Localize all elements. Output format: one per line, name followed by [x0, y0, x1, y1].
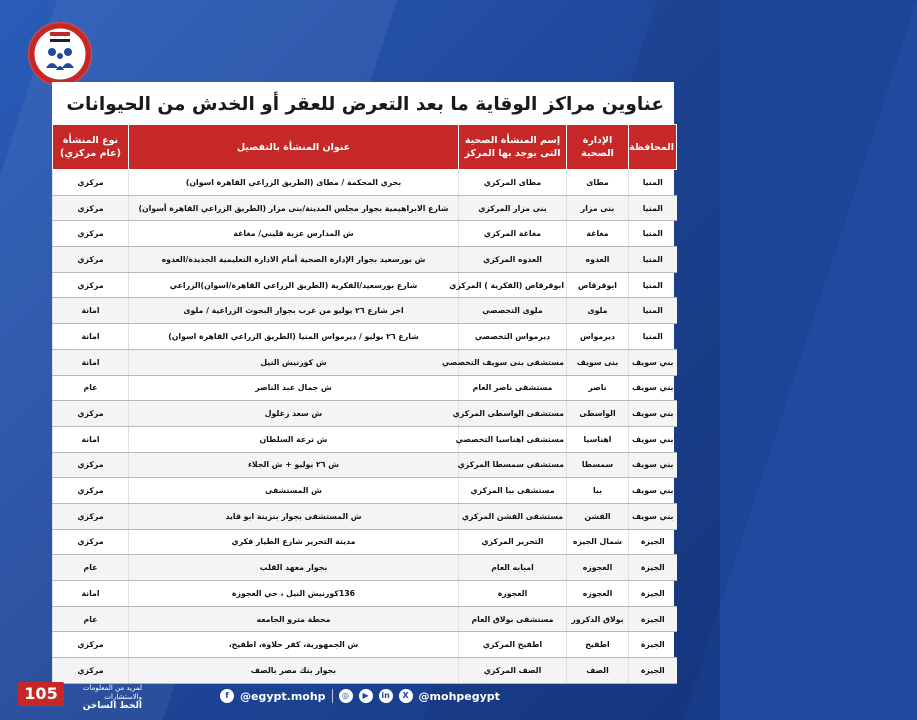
cell-facility-type: مركزي — [53, 170, 129, 196]
cell-address: بجوار معهد القلب — [129, 555, 459, 581]
cell-health-admin: العدوه — [567, 247, 629, 273]
table-row — [53, 503, 677, 529]
table-row — [53, 529, 677, 555]
instagram-icon[interactable]: ◎ — [339, 689, 353, 703]
cell-facility-type: مركزي — [53, 195, 129, 221]
table-row — [53, 426, 677, 452]
cell-governorate: المنيا — [629, 298, 677, 324]
cell-facility-type: مركزي — [53, 401, 129, 427]
cell-address: ش كورنيش النيل — [129, 349, 459, 375]
cell-facility-type: عام — [53, 375, 129, 401]
cell-address: ش المدارس عزبة قليني/ مغاغة — [129, 221, 459, 247]
cell-health-admin: اطفيح — [567, 632, 629, 658]
cell-health-admin: ناصر — [567, 375, 629, 401]
cell-governorate: المنيا — [629, 170, 677, 196]
cell-governorate: بني سويف — [629, 452, 677, 478]
cell-governorate: بني سويف — [629, 478, 677, 504]
cell-address: ش المستشفى — [129, 478, 459, 504]
cell-facility-name: مستشفى ببا المركزي — [459, 478, 567, 504]
table-row — [53, 555, 677, 581]
cell-facility-name: مستشفى اهناسيا التخصصي — [459, 426, 567, 452]
cell-health-admin: الفشن — [567, 503, 629, 529]
cell-health-admin: بولاق الدكرور — [567, 606, 629, 632]
cell-governorate: المنيا — [629, 221, 677, 247]
cell-health-admin: سمسطا — [567, 452, 629, 478]
hotline-label-block — [66, 684, 142, 711]
ministry-logo — [28, 22, 92, 86]
cell-governorate: الجيزة — [629, 632, 677, 658]
hotline-number: 105 — [18, 682, 64, 706]
cell-facility-name: ابوقرقاص (الفكرية ) المركزي — [459, 272, 567, 298]
cell-facility-type: مركزي — [53, 452, 129, 478]
cell-health-admin: ملوى — [567, 298, 629, 324]
x-icon[interactable]: X — [399, 689, 413, 703]
cell-facility-type: مركزي — [53, 247, 129, 273]
table-row — [53, 632, 677, 658]
cell-address: شارع الابراهيمية بجوار مجلس المدينة/بنى مزار (الطريق الزراعي القاهرة أسوان) — [129, 195, 459, 221]
social-handle[interactable]: @mohpegypt — [418, 689, 500, 703]
cell-facility-name: مستشفى الواسطى المركزي — [459, 401, 567, 427]
cell-facility-type: مركزي — [53, 272, 129, 298]
cell-address: شارع ٢٦ يوليو / ديرمواس المنيا (الطريق الزراعي القاهرة اسوان) — [129, 324, 459, 350]
cell-facility-name: بنى مزار المركزي — [459, 195, 567, 221]
cell-facility-name: مستشفى بنى سويف التخصصي — [459, 349, 567, 375]
cell-facility-name: مطاى المركزي — [459, 170, 567, 196]
cell-facility-name: امبابه العام — [459, 555, 567, 581]
cell-facility-name: مستشفى بولاق العام — [459, 606, 567, 632]
cell-facility-type: مركزي — [53, 478, 129, 504]
table-row — [53, 247, 677, 273]
table-row — [53, 272, 677, 298]
cell-facility-name: العدوه المركزي — [459, 247, 567, 273]
header-governorate: المحافظة — [629, 125, 677, 170]
table-row — [53, 401, 677, 427]
cell-facility-name: ملوى التخصصي — [459, 298, 567, 324]
hotline-label: الخط الساخن — [82, 701, 142, 711]
cell-governorate: بني سويف — [629, 401, 677, 427]
table-row — [53, 606, 677, 632]
cell-facility-type: مركزي — [53, 221, 129, 247]
cell-facility-type: عام — [53, 555, 129, 581]
cell-address: مدينة التحرير شارع الطيار فكري — [129, 529, 459, 555]
cell-governorate: الجيزة — [629, 555, 677, 581]
cell-facility-type: امانة — [53, 324, 129, 350]
cell-facility-type: عام — [53, 606, 129, 632]
social-bar — [220, 687, 500, 705]
cell-facility-type: امانة — [53, 426, 129, 452]
cell-address: ش ترعة السلطان — [129, 426, 459, 452]
cell-facility-name: مغاغة المركزي — [459, 221, 567, 247]
table-row — [53, 375, 677, 401]
table-row — [53, 581, 677, 607]
cell-health-admin: ببا — [567, 478, 629, 504]
cell-governorate: بني سويف — [629, 349, 677, 375]
cell-health-admin: العجوزه — [567, 581, 629, 607]
cell-address: بحري المحكمة / مطاى (الطريق الزراعي القاهرة اسوان) — [129, 170, 459, 196]
cell-facility-type: امانة — [53, 298, 129, 324]
cell-address: ش بورسعيد بجوار الإدارة الصحية أمام الادارة التعليمية الجديدة/العدوه — [129, 247, 459, 273]
cell-address: ش الجمهورية، كفر حلاوة، اطفيح، — [129, 632, 459, 658]
cell-health-admin: اهناسيا — [567, 426, 629, 452]
cell-governorate: المنيا — [629, 272, 677, 298]
cell-address: ش المستشفى بجوار بنزينة ابو قايد — [129, 503, 459, 529]
cell-governorate: المنيا — [629, 247, 677, 273]
cell-health-admin: بنى سويف — [567, 349, 629, 375]
cell-governorate: المنيا — [629, 324, 677, 350]
centers-table — [52, 124, 677, 684]
header-health-admin: الإدارة الصحية — [567, 125, 629, 170]
cell-address: 136كورنيش النيل ، حي العجوزة — [129, 581, 459, 607]
cell-facility-name: اطفيح المركزي — [459, 632, 567, 658]
table-row — [53, 221, 677, 247]
header-facility-type: نوع المنشأة (عام مركزي) — [53, 125, 129, 170]
divider — [332, 689, 333, 703]
cell-facility-type: مركزي — [53, 658, 129, 684]
table-row — [53, 658, 677, 684]
cell-health-admin: ابوقرقاص — [567, 272, 629, 298]
cell-address: ش ٢٦ يوليو + ش الجلاء — [129, 452, 459, 478]
youtube-icon[interactable]: ▶ — [359, 689, 373, 703]
cell-address: ش سعد زغلول — [129, 401, 459, 427]
cell-health-admin: ديرمواس — [567, 324, 629, 350]
cell-governorate: الجيزة — [629, 606, 677, 632]
cell-address: اخر شارع ٢٦ يوليو من غرب بجوار البحوث الزراعية / ملوى — [129, 298, 459, 324]
cell-facility-name: مستشفى سمسطا المركزي — [459, 452, 567, 478]
hotline-small-text: لمزيد من المعلومات والاستشارات — [82, 684, 142, 701]
cell-governorate: الجيزة — [629, 529, 677, 555]
cell-facility-name: مستشفى ناصر العام — [459, 375, 567, 401]
cell-facility-type: مركزي — [53, 503, 129, 529]
header-address: عنوان المنشأة بالتفصيل — [129, 125, 459, 170]
cell-health-admin: بنى مزار — [567, 195, 629, 221]
cell-address: شارع بورسعيد/الفكرية (الطريق الزراعي القاهرة/اسوان)الزراعي — [129, 272, 459, 298]
cell-health-admin: مغاغة — [567, 221, 629, 247]
table-row — [53, 195, 677, 221]
facebook-icon[interactable]: f — [220, 689, 234, 703]
cell-facility-type: مركزي — [53, 529, 129, 555]
cell-facility-type: مركزي — [53, 632, 129, 658]
cell-facility-type: امانة — [53, 349, 129, 375]
cell-governorate: بني سويف — [629, 503, 677, 529]
table-row — [53, 170, 677, 196]
header-facility-name: إسم المنشأة الصحية التى يوجد بها المركز — [459, 125, 567, 170]
table-row — [53, 298, 677, 324]
cell-facility-name: مستشفى الفشن المركزي — [459, 503, 567, 529]
cell-facility-name: العجوزة — [459, 581, 567, 607]
page-title: عناوين مراكز الوقاية ما بعد التعرض للعقر أو الخدش من الحيوانات — [66, 94, 664, 115]
cell-governorate: الجيزة — [629, 658, 677, 684]
cell-facility-name: الصف المركزي — [459, 658, 567, 684]
table-row — [53, 324, 677, 350]
cell-health-admin: شمال الجيزه — [567, 529, 629, 555]
cell-health-admin: العجوزه — [567, 555, 629, 581]
table-row — [53, 478, 677, 504]
cell-governorate: المنيا — [629, 195, 677, 221]
cell-health-admin: الصف — [567, 658, 629, 684]
cell-address: محطة مترو الجامعه — [129, 606, 459, 632]
cell-facility-type: امانة — [53, 581, 129, 607]
cell-governorate: الجيزة — [629, 581, 677, 607]
cell-governorate: بني سويف — [629, 375, 677, 401]
cell-facility-name: التحرير المركزي — [459, 529, 567, 555]
facebook-handle[interactable]: @egypt.mohp — [240, 689, 326, 703]
cell-health-admin: الواسطى — [567, 401, 629, 427]
table-header-row — [53, 125, 677, 170]
cell-governorate: بني سويف — [629, 426, 677, 452]
table-row — [53, 349, 677, 375]
cell-facility-name: ديرمواس التخصصي — [459, 324, 567, 350]
table-row — [53, 452, 677, 478]
cell-health-admin: مطاى — [567, 170, 629, 196]
cell-address: ش جمال عبد الناصر — [129, 375, 459, 401]
cell-address: بجوار بنك مصر بالصف — [129, 658, 459, 684]
linkedin-icon[interactable]: in — [379, 689, 393, 703]
